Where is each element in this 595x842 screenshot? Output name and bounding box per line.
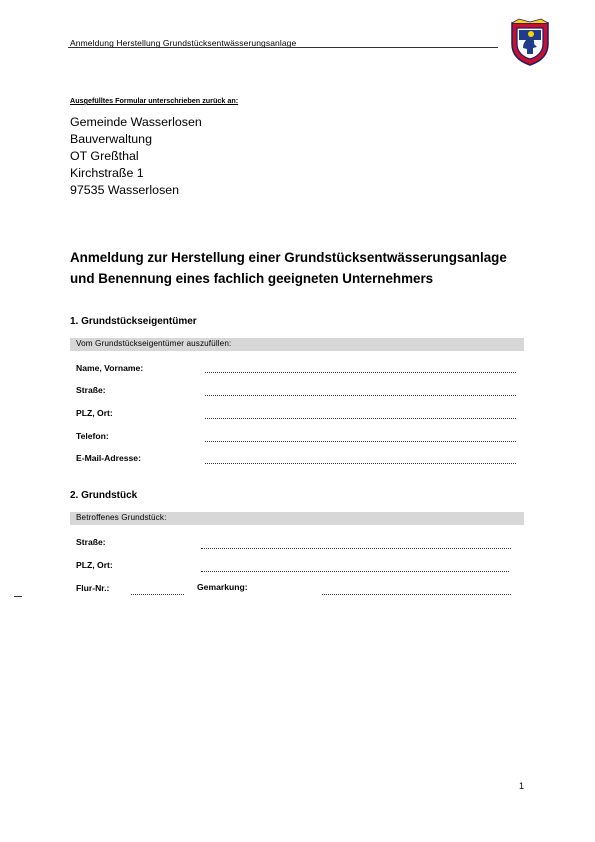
form-title-line: Anmeldung zur Herstellung einer Grundstücksentwässerungsanlage	[70, 250, 507, 265]
owner-phone-label: Telefon:	[76, 431, 109, 441]
section-heading-owner: 1. Grundstückseigentümer	[70, 316, 197, 327]
property-street-label: Straße:	[76, 537, 106, 547]
owner-email-label: E-Mail-Adresse:	[76, 453, 141, 463]
property-city-label: PLZ, Ort:	[76, 560, 113, 570]
margin-mark	[14, 596, 22, 597]
owner-phone-field[interactable]	[205, 441, 516, 442]
gemarkung-field[interactable]	[322, 594, 511, 595]
property-instruction-text: Betroffenes Grundstück:	[76, 513, 167, 522]
owner-name-field[interactable]	[205, 372, 516, 373]
owner-city-label: PLZ, Ort:	[76, 408, 113, 418]
flur-number-field[interactable]	[131, 594, 184, 595]
gemarkung-label: Gemarkung:	[197, 582, 248, 592]
address-line: 97535 Wasserlosen	[70, 183, 180, 197]
owner-city-field[interactable]	[205, 418, 516, 419]
return-instruction: Ausgefülltes Formular unterschrieben zurück an:	[70, 96, 239, 105]
page-number: 1	[519, 781, 525, 791]
running-header: Anmeldung Herstellung Grundstücksentwässerungsanlage	[70, 38, 297, 48]
coat-of-arms-icon	[509, 18, 551, 66]
owner-email-field[interactable]	[205, 463, 516, 464]
flur-number-label: Flur-Nr.:	[76, 583, 110, 593]
form-title-line: und Benennung eines fachlich geeigneten Unternehmers	[70, 270, 434, 286]
form-title	[70, 248, 507, 289]
address-line: Bauverwaltung	[70, 132, 152, 146]
property-street-field[interactable]	[201, 548, 511, 549]
owner-name-label: Name, Vorname:	[76, 363, 144, 373]
property-instruction-bar	[70, 512, 524, 525]
owner-street-field[interactable]	[205, 395, 516, 396]
header-rule	[68, 47, 498, 48]
section-heading-property: 2. Grundstück	[70, 490, 138, 501]
address-line: OT Greßthal	[70, 149, 139, 163]
recipient-address	[70, 114, 202, 199]
owner-instruction-bar	[70, 338, 524, 351]
owner-instruction-text: Vom Grundstückseigentümer auszufüllen:	[76, 339, 232, 348]
property-city-field[interactable]	[201, 571, 509, 572]
address-line: Gemeinde Wasserlosen	[70, 115, 202, 129]
owner-street-label: Straße:	[76, 385, 106, 395]
address-line: Kirchstraße 1	[70, 166, 144, 180]
